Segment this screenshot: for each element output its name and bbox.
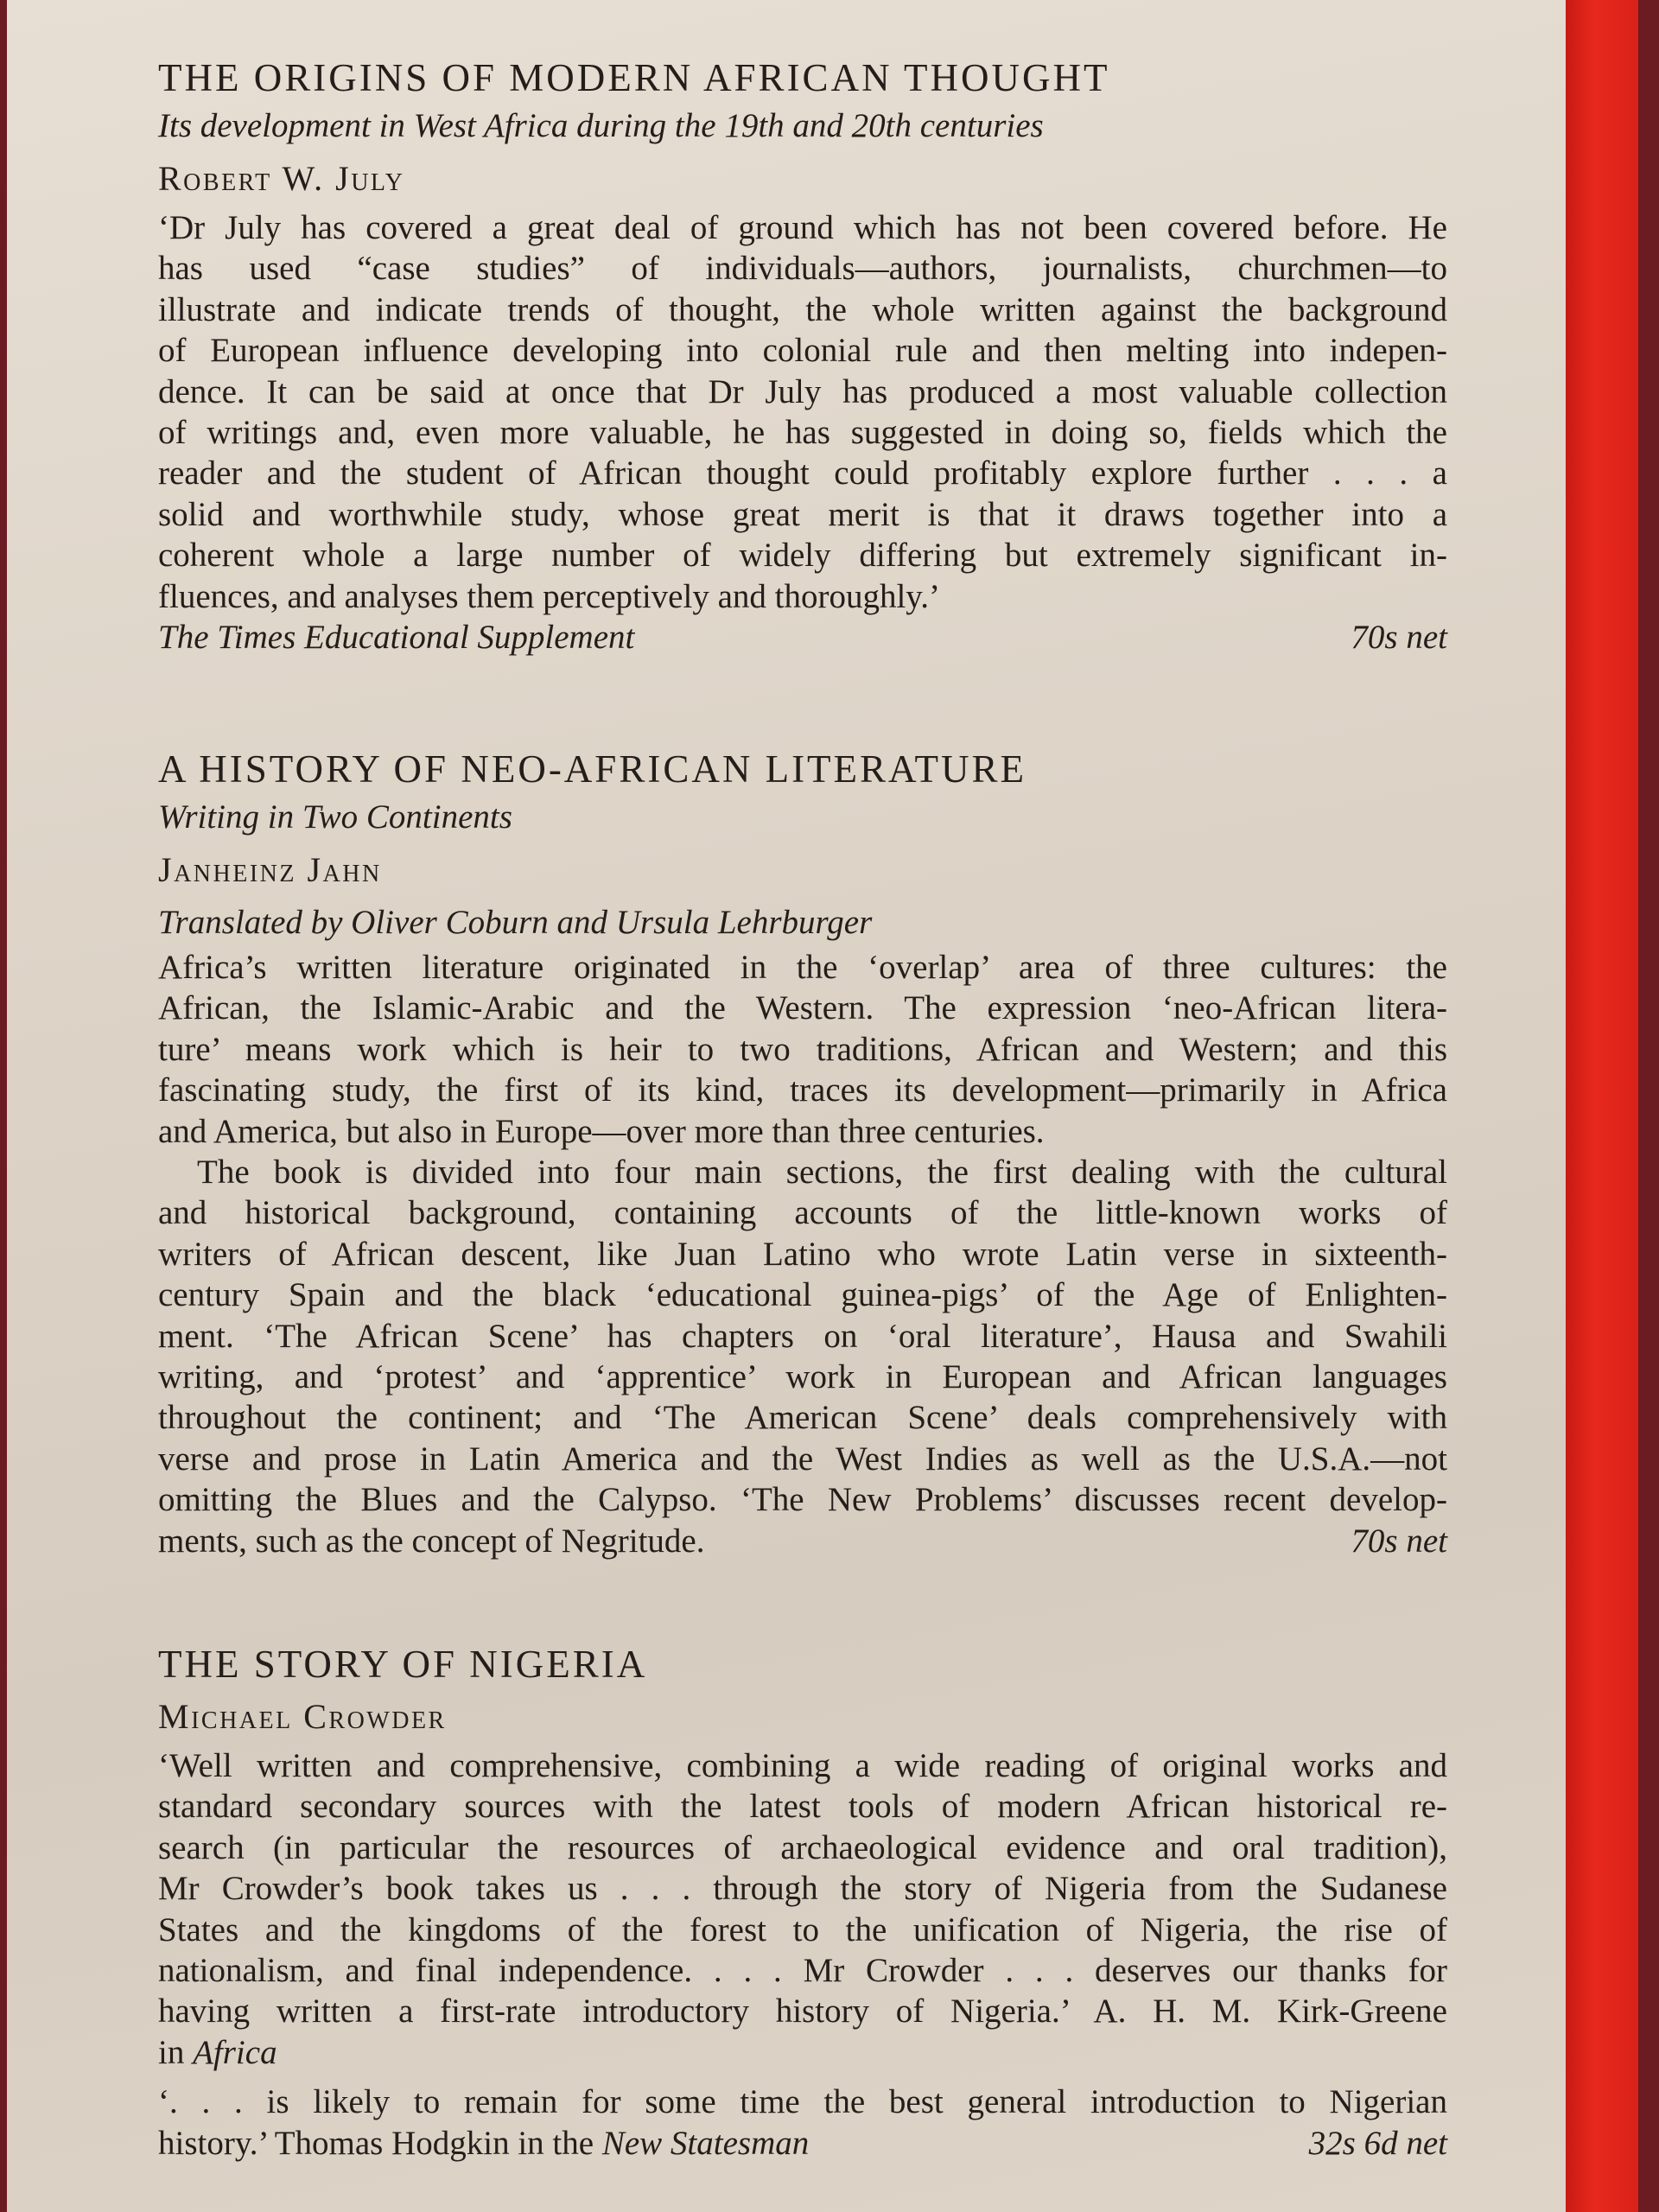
text-line: Mr Crowder’s book takes us . . . through the story of Nigeria from the Sudanese [158,1870,1447,1908]
text-line: fluences, and analyses them perceptively and thoroughly.’ [158,577,940,615]
description-paragraph-2 [158,1152,1447,1521]
book-subtitle: Its development in West Africa during the 19th and 20th centuries [158,107,1044,144]
description-footer [158,1521,1447,1561]
text-line: standard secondary sources with the latest tools of modern African historical re- [158,1788,1447,1826]
book-author: Janheinz Jahn [158,850,382,889]
text-line: ture’ means work which is heir to two traditions, African and Western; and this [158,1030,1447,1068]
text-line: has used “case studies” of individuals—authors, journalists, churchmen—to [158,250,1447,288]
text-line: ‘Well written and comprehensive, combining a wide reading of original works and [158,1747,1447,1784]
text-line: illustrate and indicate trends of thought, the whole written against the background [158,290,1447,328]
text-line: African, the Islamic-Arabic and the Western. The expression ‘neo-African litera- [158,989,1447,1027]
text-line: of writings and, even more valuable, he has suggested in doing so, fields which the [158,414,1447,452]
text-line: ‘Dr July has covered a great deal of ground which has not been covered before. He [158,209,1447,246]
book-subtitle: Writing in Two Continents [158,798,512,836]
review-footer [158,2123,1447,2164]
book-title: THE ORIGINS OF MODERN AFRICAN THOUGHT [158,56,1110,99]
review-attribution-1 [158,2032,1447,2073]
review-quote-1 [158,1745,1447,2032]
book-back-cover [7,0,1566,2212]
text-line: verse and prose in Latin America and the West Indies as well as the U.S.A.—not [158,1440,1447,1478]
description-last-line: ments, such as the concept of Negritude. [158,1522,705,1560]
text-line: writers of African descent, like Juan Latino who wrote Latin verse in sixteenth- [158,1235,1447,1273]
text-line: dence. It can be said at once that Dr July has produced a most valuable collection [158,372,1447,410]
text-line: Africa’s written literature originated in the ‘overlap’ area of three cultures: the [158,949,1447,986]
book-entry-neo-african [158,745,1447,1561]
book-entry-nigeria [158,1640,1447,2164]
review-quote-2: ‘. . . is likely to remain for some time the best general introduction to Nigerian [158,2083,1447,2121]
text-line: having written a first-rate introductory history of Nigeria.’ A. H. M. Kirk-Greene [158,1993,1447,2031]
text-line: of European influence developing into colonial rule and then melting into indepen- [158,332,1447,370]
text-line: throughout the continent; and ‘The American Scene’ deals comprehensively with [158,1399,1447,1437]
publication-name: New Statesman [601,2124,810,2162]
book-title: A HISTORY OF NEO-AFRICAN LITERATURE [158,747,1027,791]
price: 70s net [1351,619,1447,657]
text-line: writing, and ‘protest’ and ‘apprentice’ work in European and African languages [158,1358,1447,1396]
book-entry-origins [158,54,1447,658]
text-line: solid and worthwhile study, whose great merit is that it draws together into a [158,495,1447,533]
publication-name: Africa [193,2033,277,2071]
attribution-text: history.’ Thomas Hodgkin in the [158,2124,602,2162]
text-line: fascinating study, the first of its kind, traces its development—primarily in Africa [158,1071,1447,1109]
price: 32s 6d net [1308,2124,1447,2162]
text-line: century Spain and the black ‘educational guinea-pigs’ of the Age of Enlighten- [158,1276,1447,1314]
text-line: and America, but also in Europe—over more than three centuries. [158,1112,1045,1150]
text-line: search (in particular the resources of archaeological evidence and oral tradition), [158,1828,1447,1866]
text-line: reader and the student of African thought could profitably explore further . . . a [158,454,1447,493]
attribution-prefix: in [158,2033,194,2071]
text-line: coherent whole a large number of widely differing but extremely significant in- [158,537,1447,575]
review-attribution-2 [158,2123,809,2164]
text-line: ment. ‘The African Scene’ has chapters on ‘oral literature’, Hausa and Swahili [158,1317,1447,1355]
review-quote [158,207,1447,617]
red-spine-edge [1566,0,1638,2212]
description-paragraph-1 [158,947,1447,1152]
text-line: and historical background, containing accounts of the little-known works of [158,1194,1447,1232]
text-line: omitting the Blues and the Calypso. ‘The New Problems’ discusses recent develop- [158,1481,1447,1519]
text-line: States and the kingdoms of the forest to the unification of Nigeria, the rise of [158,1910,1447,1948]
book-title: THE STORY OF NIGERIA [158,1643,648,1686]
review-source: The Times Educational Supplement [158,619,635,657]
review-footer [158,617,1447,658]
book-author: Michael Crowder [158,1697,447,1736]
book-author: Robert W. July [158,159,405,198]
text-line: The book is divided into four main sections, the first dealing with the cultural [197,1154,1447,1192]
text-line: nationalism, and final independence. . . . Mr Crowder . . . deserves our thanks for [158,1952,1447,1990]
price: 70s net [1351,1522,1447,1560]
book-translator: Translated by Oliver Coburn and Ursula Lehrburger [158,904,873,941]
